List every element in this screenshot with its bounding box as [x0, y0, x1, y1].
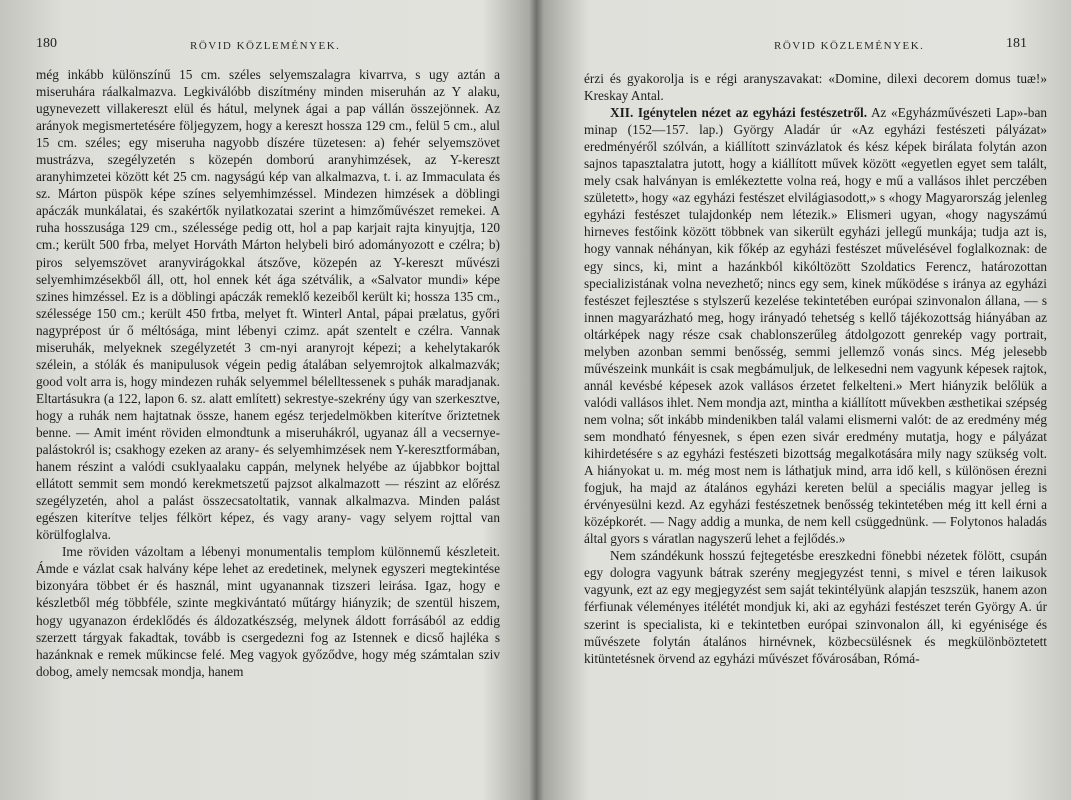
left-page — [0, 0, 520, 800]
running-head: RÖVID KÖZLEMÉNYEK. — [774, 40, 925, 52]
page-number: 181 — [1006, 36, 1027, 51]
running-head: RÖVID KÖZLEMÉNYEK. — [190, 40, 341, 52]
section-paragraph — [584, 104, 1047, 547]
intro-paragraph: érzi és gyakorolja is e régi aranyszavakat: «Domine, dilexi decorem domus tuæ!» Kreskay Antal. — [584, 71, 1047, 104]
page-body — [584, 70, 1047, 667]
page-body — [36, 66, 500, 680]
body-paragraph: még inkább különszínű 15 cm. széles selyemszalagra kivarrva, s ugy aztán a miseruhára ráalkalmazva. Legkiválóbb diszítmény minden miseruhán az Y alaku, ugynevezett villakereszt elül és hátul, melynek ágai a pap vállán összejönnek. Az arányok megismertetésére följegyzem, hogy a kereszt hossza 129 cm., felül 5 cm., alul 15 cm. széles; egy miseruha nagyobb díszére tüzetesen: a) fehér selyemszövet mustrázva, szegélyzetén s közepén domború aranyhimzések, az Y-kereszt aranyhimzetei között két 25 cm. nagyságú kép van alkalmazva, t. i. az Immaculata és sz. Márton püspök képe színes selyemhimzéssel. Mindezen himzések a döblingi apáczák munkálatai, és szakértők nyilatkozatai szerint a himzőművészet remekei. A ruha hosszusága 129 cm., szélessége pedig ott, hol a pap karjait rajta kinyujtja, 120 cm.; került 500 frba, melyet Horváth Márton helybeli biró adományozott e czélra; b) piros selyemszövet aranyvirágokkal átszőve, közepén az Y-kereszt művészi selyemhimzésekből áll, ott, hol ennek két ága szétválik, a «Salvator mundi» képe szines himzéssel. Ez is a döblingi apáczák remeklő kezeiből került ki; hossza 135 cm., szélessége 150 cm.; került 450 frtba, melyet ft. Winterl Antal, pápai prælatus, győri nagyprépost úr ő méltósága, mint lébenyi czimz. apát szentelt e czélra. Vannak miseruhák, melyeknek szegélyzetét 3 cm-nyi aranyrojt képezi; a kehelytakarók szélein, a stólák és manipulusok végein pedig átalában selyemrojtok alkalmazvák; good volt arra is, hogy mindezen ruhák selyemmel bélelltessenek s puhák maradjanak. Eltartásukra (a 122, lapon 6. sz. alatt említett) sekrestye-szekrény úgy van szerkesztve, hogy a ruhák nem hajtatnak össze, hanem egész terjedelmökben kiterítve őriztetnek benne. — Amit imént röviden elmondtunk a miseruhákról, ugyanaz áll a vecsernye-palástokról is; csakhogy ezeken az arany- és selyemhimzések nem Y-keresztformában, hanem részint a valódi csuklyaalaku cappán, melynek helyébe az újabbkor bojttal ellátott semmit sem mondó kerekmetszetű pajzsot alkalmazott — részint az előrész szegélyzetén, ahol a palást összecsatoltatik, vannak alkalmazva. Minden palást egészen kiterítve teljes félkört képez, és vagy arany- vagy selyem rojttal van körülfoglalva. — [36, 67, 500, 543]
right-page — [526, 0, 1071, 800]
body-paragraph: Ime röviden vázoltam a lébenyi monumentalis templom különnemű készleteit. Ámde e vázlat csak halvány képe lehet az eredetinek, melynek egyszeri megtekintése bizonyára többet ér és használ, mint ugyanannak tizszeri leirása. Igaz, hogy e készletből még többféle, szinte megkivántató műtárgy hiányzik; de szentül hiszem, hogy ugyanazon érdeklődés és áldozatkészség, melynek áldott forrásából az eddig szerzett tárgyak fakadtak, tovább is csergedezni fog az Istennek e dicső hajléka s hazánknak e remek műkincse felé. Meg vagyok győződve, hogy még számtalan sziv dobog, amely nemcsak mondja, hanem — [36, 544, 500, 679]
section-heading: XII. Igénytelen nézet az egyházi festészetről. — [610, 105, 868, 121]
body-paragraph: Nem szándékunk hosszú fejtegetésbe ereszkedni fönebbi nézetek fölött, csupán egy dologra vagyunk bátrak szerény megjegyzést tenni, s mivel e téren laikusok vagyunk, ezt az egy megjegyzést sem saját tekintélyünk alapján teszszük, hanem azon férfiunak véleményes itélétét mondjuk ki, aki az egyházi festészet terén György A. úr szerint is specialista, ki e tekintetben európai szinvonalon áll, ki egyénisége és művészete folytán átalános hirnévnek, közbecsülésnek és megkülönböztetett kitüntetésnek örvend az egyházi művészet fővárosában, Rómá- — [584, 548, 1047, 666]
page-number: 180 — [36, 36, 57, 51]
section-body: Az «Egyházművészeti Lap»-ban minap (152—157. lap.) György Aladár úr «Az egyházi festészeti pályázat» eredményéről szólván, a kiállított szinvázlatok és kész képek birálata folytán azon sajnos tapasztalatra jutott, hogy a kiállított művek között «egyetlen egyet sem talált, mely csak halványan is emlékeztette volna reá, hogy e mű a vallásos ihlet perczében született», hogy «az egyházi festészet elvilágiasodott,» s «hogy Magyarország jelenleg egyházi festészet tulajdonkép nem létezik.» Elismeri ugyan, «hogy nagyszámú hirneves festőink között többnek van sikerült egyházi jellegű munkája; tudja azt is, hogy vannak néhányan, kik főkép az egyházi festészet művelésével foglalkoznak: de egy sincs, ki, mint a hazánkból kikóltözött Szoldatics Ferencz, határozottan specializistának volna nevezhető; nincs egy sem, kinek működése s iránya az egyházi festészet fejlesztése s stylszerű kezelése tekintetében európai szinvonalon állana, — s innen magyarázható meg, hogy irányadó tehetség s kellő tájékozottság hiányában az oltárképek nagy része csak chablonszerűleg átdolgozott genrekép vagy portrait, melyben azonban semmi benősség, semmi jellemző vonás sincs. Még jelesebb művészeink munkáit is csak megbámuljuk, de lelkesedni nem vagyunk képesek rajtok, annál kevésbé képesek azok vallásos érzetet felkelteni.» Mert hiányzik belőlük a valódi vallásos ihlet. Nem mondja azt, mintha a kiállított művekben æsthetikai szépség nem volna; sőt inkább mindenikben talál valami elismerni valót: de az eredmény még sem mondható fényesnek, s épen ezen sivár eredmény mutatja, hogy e pályázat kihirdetésére s az egyházi festészeti bizottság megalkotására mily nagy szükség volt. A hiányokat u. m. még most nem is láthatjuk mind, arra idő kell, s különösen érezni fogjuk, ha majd az átalános egyházi kereten belül a speciális magyar jelleg is érvényesülni kezd. Az egyházi festészetnek benősség tekintetében még itt kell érni a középkorét. — Nagy addig a munka, de nem kell csüggednünk. — Folytonos haladás által gyors s váratlan nagyszerű lehet a fejlődés.» — [584, 105, 1048, 547]
